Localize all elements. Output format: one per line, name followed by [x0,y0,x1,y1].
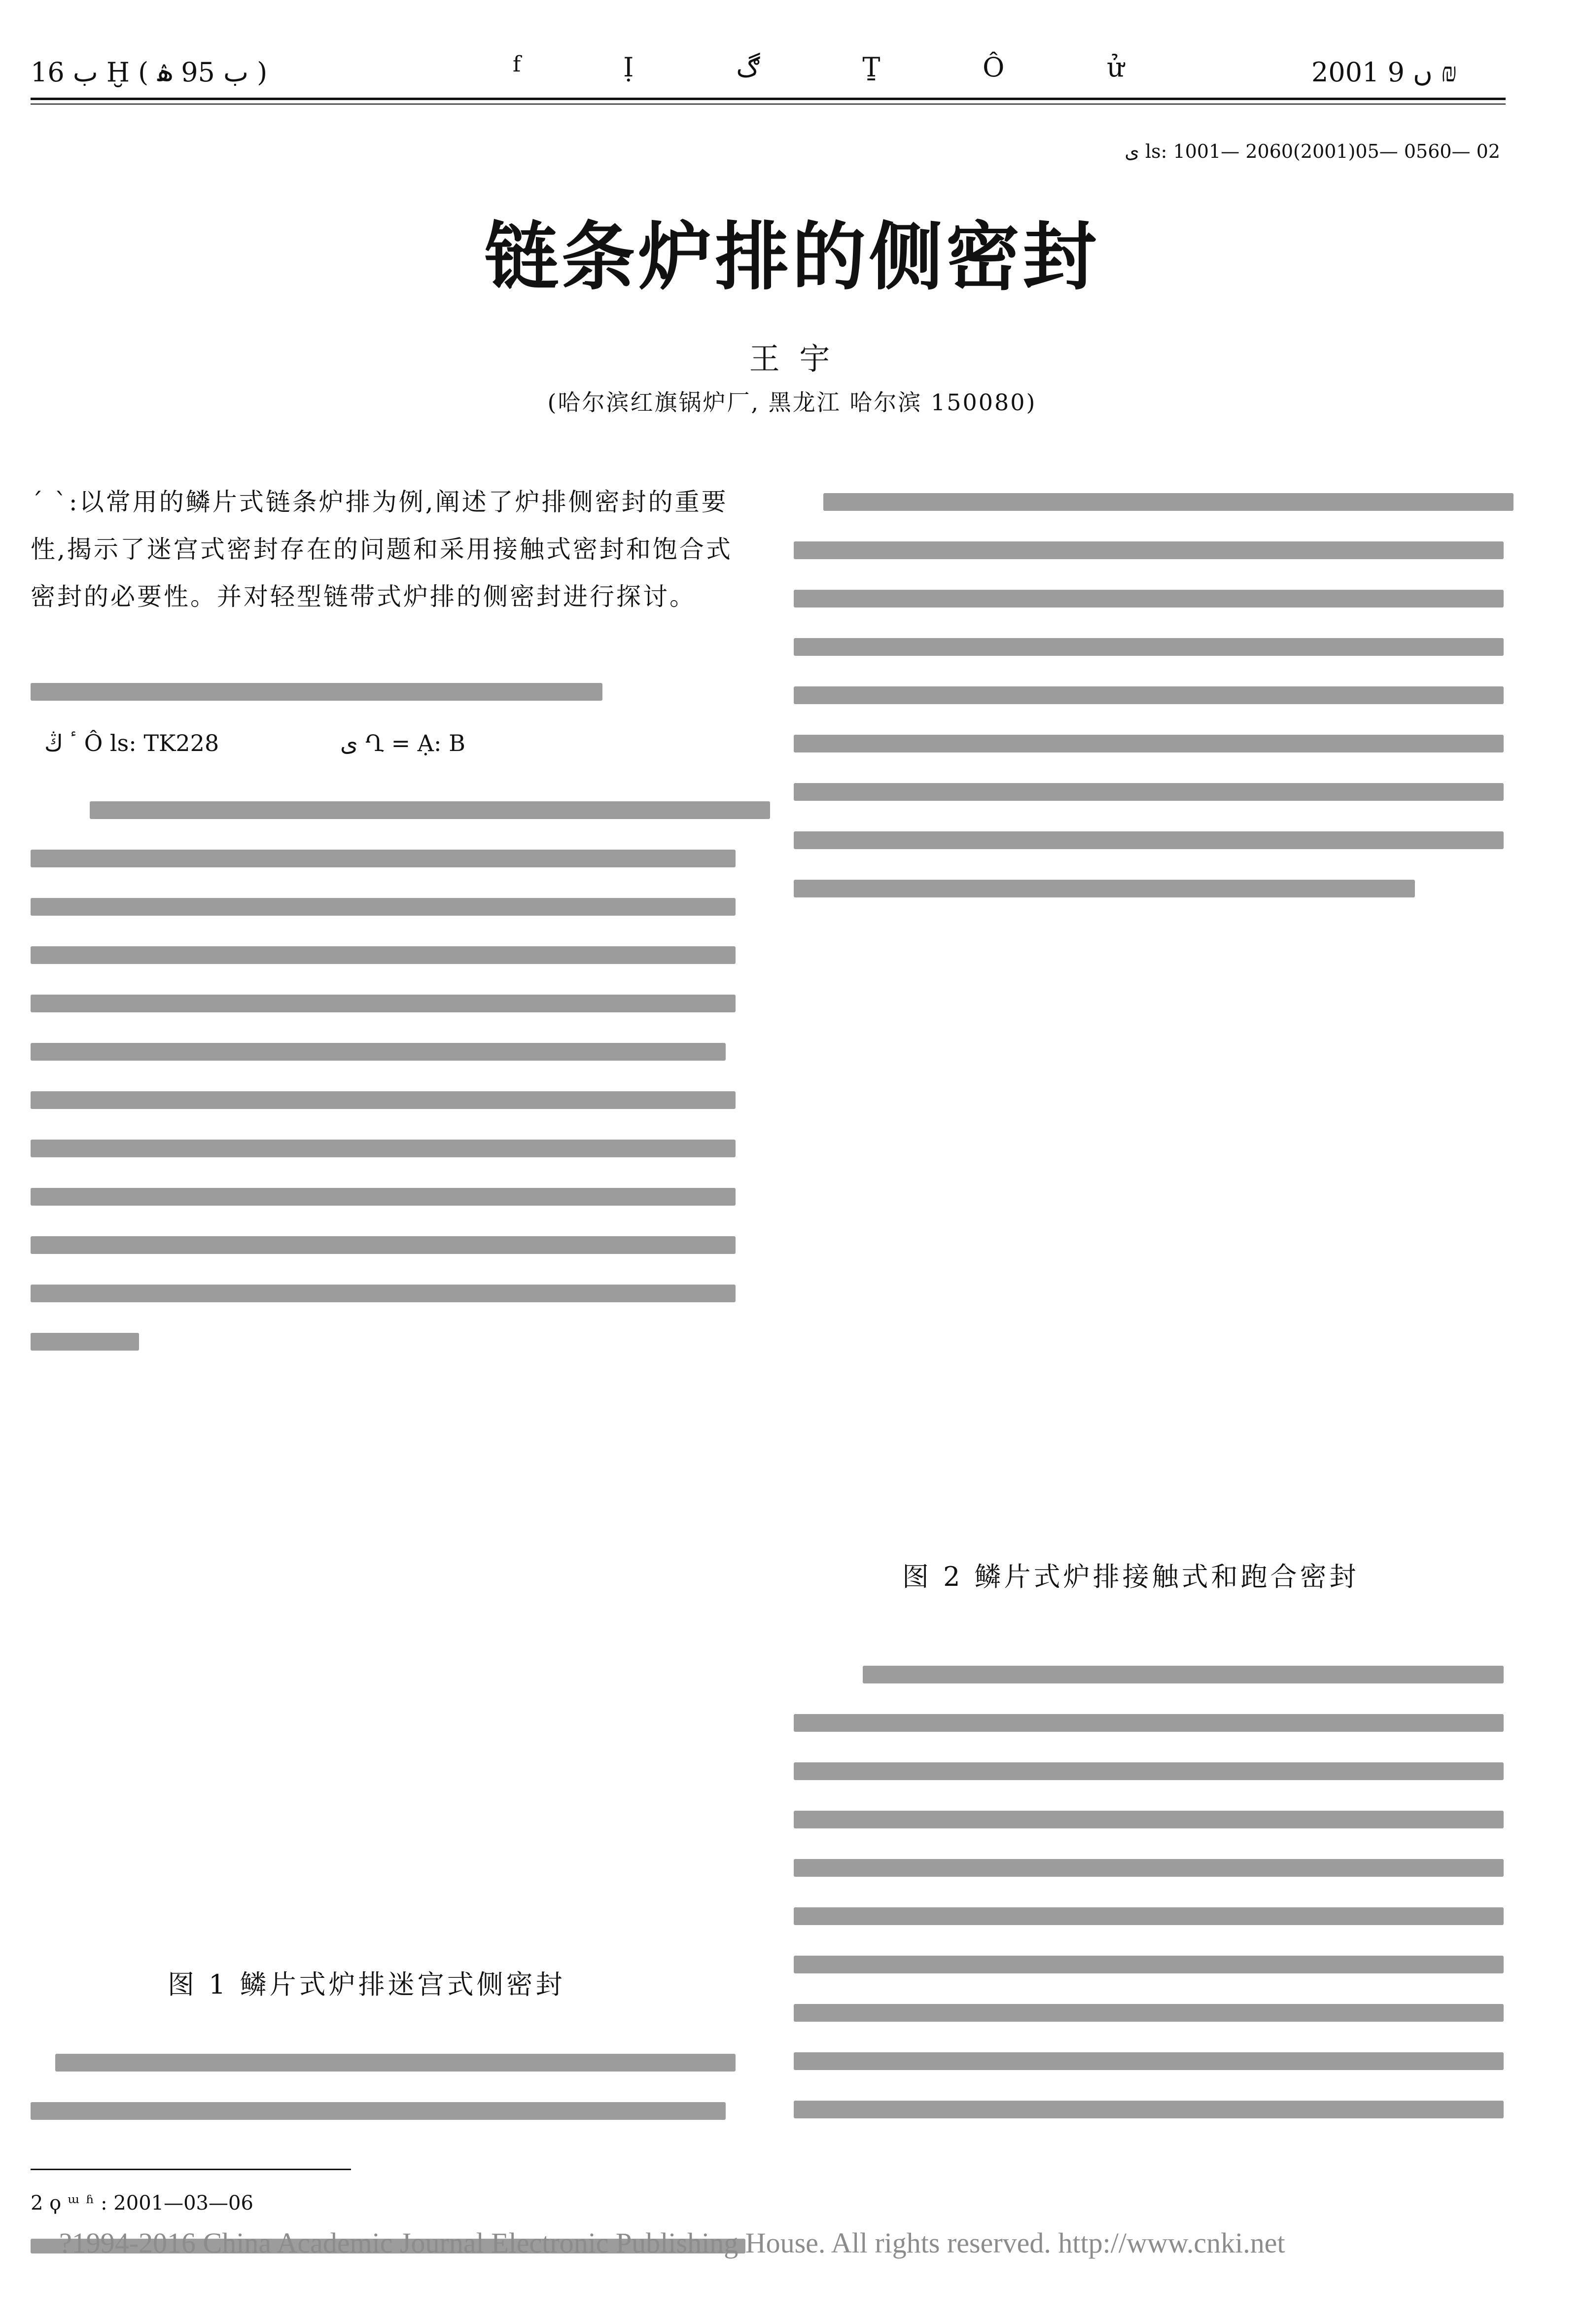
affiliation: (哈尔滨红旗锅炉厂, 黑龙江 哈尔滨 150080) [547,389,1037,416]
text-line [794,1811,1504,1828]
footnote-received-date: 2 ϙ ᵚ ʱ : 2001—03—06 [31,2192,253,2215]
footnote-rule [31,2169,351,2170]
text-line [794,880,1415,897]
text-line [794,541,1504,559]
figure-1-caption: 图 1 鳞片式炉排迷宫式侧密封 [168,1969,565,2000]
text-line [794,1859,1504,1877]
text-line [823,493,1514,511]
text-line [794,638,1504,656]
document-code: ی Ղ = Ạ: B [340,730,465,756]
text-line [31,683,602,701]
abstract [31,478,736,620]
header-rule [31,98,1506,100]
text-line [794,735,1504,752]
text-line [794,783,1504,801]
classification-number: ٴ ڭ Ô ls: TK228 [44,730,219,756]
author: 王 宇 [749,341,835,377]
abstract-label: ˊ ˋ [31,488,69,516]
text-line [31,995,736,1012]
running-header-right: 2001 ں 9 ₪ [1311,57,1457,88]
journal-name-glyph: Ô [983,52,1005,83]
text-line [31,1333,139,1351]
text-line [794,1956,1504,1973]
text-line [55,2054,736,2072]
text-line [31,1285,736,1302]
article-title: 链条炉排的侧密封 [484,215,1100,300]
figure-2 [794,927,1504,1534]
journal-name-glyph: Ṯ [862,52,880,83]
text-line [31,1236,736,1254]
text-line [31,946,736,964]
journal-name-glyph: ử [1107,52,1124,83]
text-line [31,850,736,867]
text-line [794,686,1504,704]
text-line [31,898,736,916]
body-paragraph-right-2 [794,1666,1504,2149]
text-line [794,1907,1504,1925]
text-line [90,801,770,819]
keywords-line [31,683,602,731]
body-paragraph-left-2 [31,2054,736,2150]
text-line [863,1666,1504,1683]
text-line [31,1043,726,1061]
body-paragraph-left [31,801,770,1381]
text-line [794,2101,1504,2118]
text-line [794,590,1504,608]
text-line [31,1091,736,1109]
text-line [794,1762,1504,1780]
body-paragraph-right [794,493,1514,928]
abstract-text: :以常用的鳞片式链条炉排为例,阐述了炉排侧密封的重要性,揭示了迷宫式密封存在的问题和采用接触式密封和饱合式密封的必要性。并对轻型链带式炉排的侧密封进行探讨。 [31,488,733,611]
text-line [31,1140,736,1157]
text-line [794,1714,1504,1732]
text-line [31,1188,736,1206]
journal-name-glyph: ڰ [736,52,760,83]
header-rule-thin [31,104,1506,105]
journal-name-glyph: f [513,52,521,77]
cnki-watermark: ?1994-2016 China Academic Journal Electronic Publishing House. All rights reserved. http://www.cnki.net [59,2227,1285,2259]
text-line [794,2004,1504,2022]
journal-name [513,52,1124,83]
figure-2-caption: 图 2 鳞片式炉排接触式和跑合密封 [902,1561,1359,1592]
journal-name-glyph: Ị [623,52,634,83]
figure-1 [31,1351,736,1943]
article-number: ی ls: 1001— 2060(2001)05— 0560— 02 [1125,141,1500,162]
text-line [31,2102,726,2120]
text-line [794,2052,1504,2070]
running-header-left: ب 16 Ḫ ( ب 95 ۿ ) [31,57,268,88]
text-line [794,831,1504,849]
